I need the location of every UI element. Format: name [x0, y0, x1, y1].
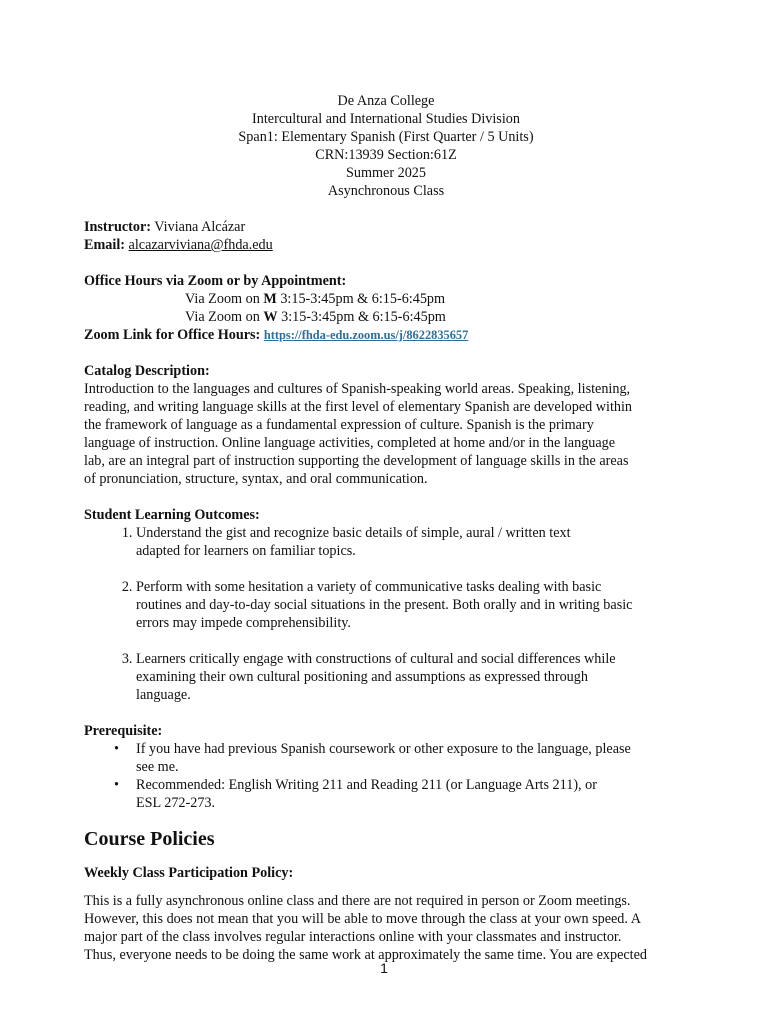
- outcome-line: routines and day-to-day social situations in the present. Both orally and in writing basic: [136, 597, 633, 613]
- policy-line: Thus, everyone needs to be doing the same work at approximately the same time. You are expected: [84, 947, 647, 963]
- slot-prefix: Via Zoom on: [185, 291, 264, 307]
- office-hours-slot-monday: [84, 290, 688, 308]
- zoom-link[interactable]: https://fhda-edu.zoom.us/j/8622835657: [263, 328, 469, 342]
- prerequisite-heading: Prerequisite:: [84, 723, 163, 739]
- outcomes-heading: Student Learning Outcomes:: [84, 507, 260, 523]
- outcome-line: examining their own cultural positioning and assumptions as expressed through: [136, 669, 588, 685]
- instructor-name: Viviana Alcázar: [150, 219, 246, 235]
- slot-day: M: [263, 291, 277, 307]
- zoom-link-line: [84, 326, 688, 344]
- college-name: De Anza College: [337, 93, 435, 109]
- prerequisite-line: If you have had previous Spanish coursework or other exposure to the language, please: [136, 741, 631, 757]
- page-number: 1: [380, 960, 388, 976]
- prerequisite-line: ESL 272-273.: [136, 795, 216, 811]
- outcome-line: errors may impede comprehensibility.: [136, 615, 351, 631]
- outcome-item: [136, 650, 688, 704]
- email-link[interactable]: alcazarviviana@fhda.edu: [128, 237, 273, 253]
- course-title: Span1: Elementary Spanish (First Quarter / 5 Units): [238, 129, 534, 145]
- slot-prefix: Via Zoom on: [185, 309, 264, 325]
- office-hours-heading: Office Hours via Zoom or by Appointment:: [84, 273, 347, 289]
- slot-times: 3:15-3:45pm & 6:15-6:45pm: [276, 291, 446, 307]
- catalog-line: language of instruction. Online language activities, completed at home and/or in the language: [84, 435, 616, 451]
- participation-policy-heading: Weekly Class Participation Policy:: [84, 865, 294, 881]
- instructor-line: [84, 218, 688, 236]
- catalog-line: reading, and writing language skills at the first level of elementary Spanish are developed within: [84, 399, 633, 415]
- prerequisite-line: see me.: [136, 759, 179, 775]
- bullet-icon: •: [114, 777, 119, 793]
- zoom-link-label: Zoom Link for Office Hours:: [84, 327, 261, 343]
- catalog-line: of pronunciation, structure, syntax, and oral communication.: [84, 471, 428, 487]
- prerequisite-item: [114, 776, 688, 812]
- policy-line: However, this does not mean that you will be able to move through the class at your own speed. A: [84, 911, 641, 927]
- email-label: Email:: [84, 237, 125, 253]
- catalog-heading: Catalog Description:: [84, 363, 210, 379]
- outcome-line: adapted for learners on familiar topics.: [136, 543, 356, 559]
- syllabus-page: [84, 92, 688, 964]
- catalog-description: [84, 380, 688, 488]
- office-hours-slot-wednesday: [84, 308, 688, 326]
- outcomes-list: [84, 524, 688, 704]
- participation-policy-body: [84, 892, 688, 964]
- outcome-line: 3. Learners critically engage with constructions of cultural and social differences while: [136, 651, 616, 667]
- division-name: Intercultural and International Studies Division: [252, 111, 520, 127]
- prerequisite-item: [114, 740, 688, 776]
- course-policies-heading: Course Policies: [84, 828, 215, 850]
- class-mode: Asynchronous Class: [327, 183, 445, 199]
- prerequisite-line: Recommended: English Writing 211 and Reading 211 (or Language Arts 211), or: [136, 777, 597, 793]
- outcome-line: language.: [136, 687, 191, 703]
- outcome-item: [136, 578, 688, 632]
- bullet-icon: •: [114, 741, 119, 757]
- term: Summer 2025: [346, 165, 426, 181]
- instructor-label: Instructor:: [84, 219, 151, 235]
- outcome-line: 1. Understand the gist and recognize basic details of simple, aural / written text: [136, 525, 571, 541]
- email-line: [84, 236, 688, 254]
- policy-line: major part of the class involves regular interactions online with your classmates and instructor.: [84, 929, 622, 945]
- slot-times: 3:15-3:45pm & 6:15-6:45pm: [277, 309, 446, 325]
- prerequisite-list: [84, 740, 688, 812]
- catalog-line: the framework of language as a fundamental expression of culture. Spanish is the primary: [84, 417, 594, 433]
- outcome-line: 2. Perform with some hesitation a variety of communicative tasks dealing with basic: [136, 579, 602, 595]
- outcome-item: [136, 524, 688, 560]
- catalog-line: lab, are an integral part of instruction supporting the development of language skills in the areas: [84, 453, 629, 469]
- course-header: [84, 92, 688, 200]
- catalog-line: Introduction to the languages and cultures of Spanish-speaking world areas. Speaking, listening,: [84, 381, 631, 397]
- slot-day: W: [263, 309, 278, 325]
- policy-line: This is a fully asynchronous online class and there are not required in person or Zoom meetings.: [84, 893, 631, 909]
- crn-section: CRN:13939 Section:61Z: [315, 147, 457, 163]
